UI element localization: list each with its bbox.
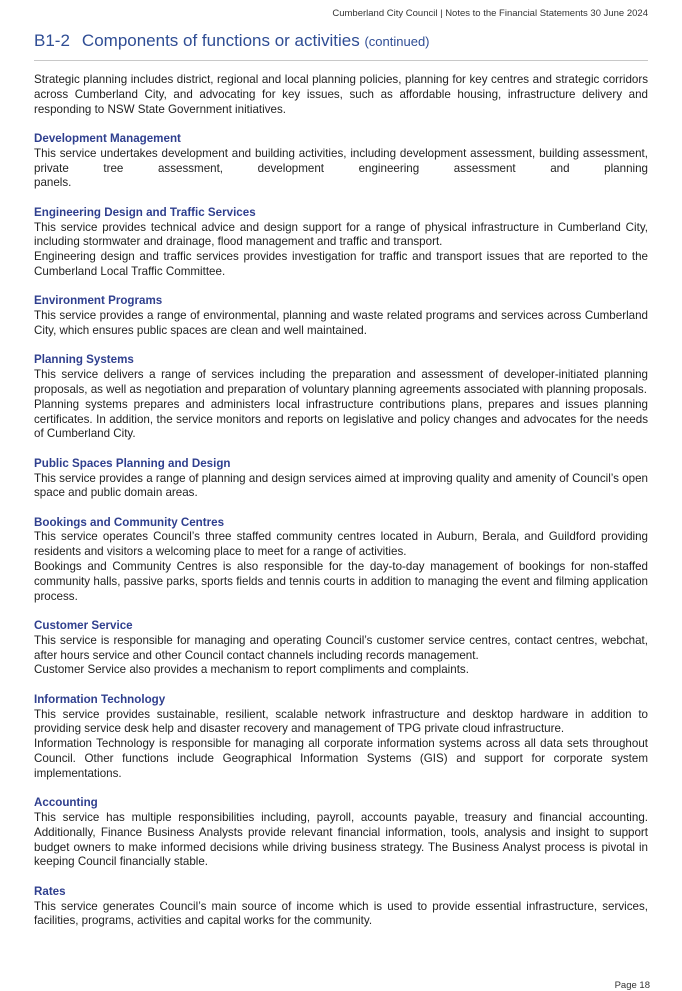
section-paragraph: This service provides technical advice and design support for a range of physical infrastructure in Cumberland City, including stormwater and drainage, flood management and traffic and transport.	[34, 220, 648, 249]
section-paragraph: This service generates Council’s main source of income which is used to provide essential infrastructure, services, facilities, programs, activities and capital works for the community.	[34, 899, 648, 928]
running-header: Cumberland City Council | Notes to the Financial Statements 30 June 2024	[332, 8, 648, 19]
section-paragraph: Planning systems prepares and administers local infrastructure contributions plans, prepares and issues planning certificates. In addition, the service monitors and reports on legislative and policy changes and advocates for the needs of Cumberland City.	[34, 397, 648, 441]
section-public-spaces	[34, 457, 648, 501]
section-paragraph: Engineering design and traffic services provides investigation for traffic and transport issues that are reported to the Cumberland Local Traffic Committee.	[34, 250, 648, 278]
section-rates	[34, 885, 648, 929]
intro-paragraph: Strategic planning includes district, regional and local planning policies, planning for key centres and strategic corridors across Cumberland City, and advocating for key issues, such as affordable housing, infrastructure delivery and responding to NSW State Government initiatives.	[34, 73, 648, 116]
section-planning-systems	[34, 353, 648, 442]
section-paragraph: This service is responsible for managing and operating Council’s customer service centres, contact centres, webchat, after hours service and other Council contact channels including records management.	[34, 633, 648, 662]
section-paragraph: This service operates Council’s three staffed community centres located in Auburn, Berala, and Guildford providing residents and visitors a welcoming place to meet for a range of activities.	[34, 530, 648, 559]
section-heading: Planning Systems	[34, 353, 134, 367]
section-information-technology	[34, 693, 648, 782]
section-heading: Environment Programs	[34, 294, 163, 308]
section-heading: Public Spaces Planning and Design	[34, 456, 231, 470]
section-paragraph: Customer Service also provides a mechanism to report compliments and complaints.	[34, 663, 469, 677]
section-paragraph: This service has multiple responsibilities including, payroll, accounts payable, treasury and financial accounting. Additionally, Finance Business Analysts provide relevant financial information, tools, analysis and insight to support budget owners to make informed decisions while driving business strategy. The Business Analyst process is pivotal in keeping Council financially stable.	[34, 811, 648, 869]
section-paragraph: Bookings and Community Centres is also responsible for the day-to-day management of bookings for non-staffed community halls, passive parks, sports fields and tennis courts in addition to managing the event and filming application process.	[34, 560, 648, 603]
section-heading: Development Management	[34, 131, 181, 145]
section-bookings-community-centres	[34, 516, 648, 605]
section-heading: Engineering Design and Traffic Services	[34, 205, 256, 219]
section-engineering-design	[34, 206, 648, 280]
document-body	[34, 73, 648, 929]
section-title: Components of functions or activities	[81, 31, 360, 50]
section-heading: Bookings and Community Centres	[34, 515, 225, 529]
section-paragraph: This service delivers a range of services including the preparation and assessment of developer-initiated planning proposals, as well as negotiation and preparation of voluntary planning agreements associated with planning proposals.	[34, 368, 648, 396]
page-title	[34, 31, 430, 51]
section-paragraph: Information Technology is responsible for managing all corporate information systems across all data sets throughout Council. Other functions include Geographical Information Systems (GIS) and support for corporate system implementations.	[34, 737, 648, 780]
section-paragraph: panels.	[34, 176, 72, 190]
continued-label: (continued)	[364, 34, 430, 49]
page-number: Page 18	[614, 980, 650, 991]
section-development-management	[34, 132, 648, 191]
section-heading: Rates	[34, 884, 66, 898]
title-divider	[34, 60, 648, 61]
section-heading: Customer Service	[34, 619, 133, 633]
section-accounting	[34, 796, 648, 870]
section-paragraph: This service undertakes development and building activities, including development assessment, building assessment, private tree assessment, development engineering assessment and planning	[34, 146, 648, 175]
section-paragraph: This service provides a range of planning and design services aimed at improving quality and amenity of Council’s open space and public domain areas.	[34, 471, 648, 500]
section-heading: Accounting	[34, 796, 98, 810]
section-paragraph: This service provides a range of environmental, planning and waste related programs and services across Cumberland City, which ensures public spaces are clean and well maintained.	[34, 309, 648, 337]
section-number: B1-2	[34, 31, 70, 50]
section-paragraph: This service provides sustainable, resilient, scalable network infrastructure and desktop hardware in addition to providing service desk help and disaster recovery and management of TPG private cloud infrastructure.	[34, 707, 648, 736]
section-environment-programs	[34, 294, 648, 338]
section-heading: Information Technology	[34, 692, 166, 706]
section-customer-service	[34, 619, 648, 678]
